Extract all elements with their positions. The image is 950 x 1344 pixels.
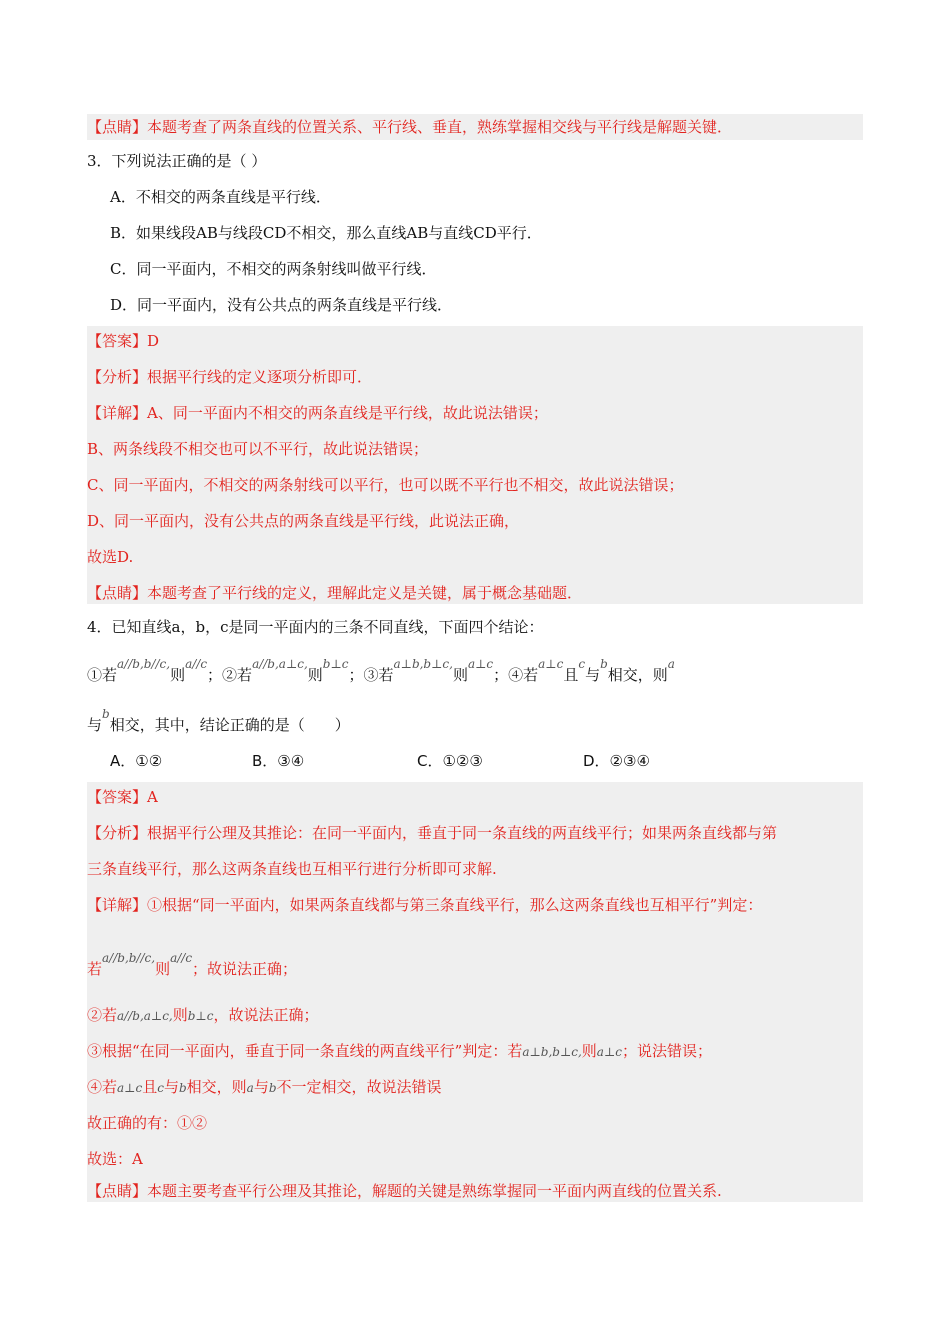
q4-d5-p5: 与	[253, 1078, 269, 1096]
q4-choice-b: B．③④	[252, 752, 305, 770]
q4-d3-m2: b⊥c	[187, 1009, 214, 1023]
q4-analysis-2: 三条直线平行，那么这两条直线也互相平行进行分析即可求解.	[87, 860, 497, 878]
q3-detail-1: 【详解】A、同一平面内不相交的两条直线是平行线，故此说法错误；	[87, 404, 548, 422]
q3-detail-5: 故选D.	[87, 548, 134, 566]
q4-l2-m5: a⊥b,b⊥c,	[393, 657, 453, 671]
q4-l2-m10: a	[667, 657, 675, 671]
q4-l2-p9: 与	[585, 666, 601, 684]
q3-detail-2: B、两条线段不相交也可以不平行，故此说法错误；	[87, 440, 429, 458]
q4-choices	[110, 750, 810, 772]
q4-choice-c: C．①②③	[417, 752, 483, 770]
q3-option-a: A．不相交的两条直线是平行线．	[110, 188, 331, 206]
q3-solution-box	[87, 326, 863, 604]
q4-l2-m4: b⊥c	[322, 657, 349, 671]
q4-d2-p3: ；故说法正确；	[192, 960, 298, 978]
q4-stem: 4．已知直线a，b，c是同一平面内的三条不同直线，下面四个结论：	[87, 618, 544, 636]
q4-d5-m3: b	[178, 1081, 187, 1095]
q4-l2-p1: ①若	[87, 666, 118, 684]
q4-l2-m1: a//b,b//c,	[117, 657, 171, 671]
q4-d4-p2: 则	[581, 1042, 597, 1060]
q4-l2-p10: 相交，则	[607, 666, 668, 684]
q4-d4-m2: a⊥c	[596, 1045, 622, 1059]
q4-l2-p5: ；③若	[348, 666, 394, 684]
q4-d2-p1: 若	[87, 960, 103, 978]
q4-d3-p1: ②若	[87, 1006, 118, 1024]
q4-detail-5	[87, 1076, 442, 1098]
q3-comment: 【点睛】本题考查了平行线的定义，理解此定义是关键，属于概念基础题．	[87, 584, 583, 602]
q3-analysis: 【分析】根据平行线的定义逐项分析即可．	[87, 368, 373, 386]
q4-d5-m4: a	[246, 1081, 254, 1095]
q3-detail-4: D、同一平面内，没有公共点的两条直线是平行线，此说法正确，	[87, 512, 520, 530]
q4-d2-p2: 则	[155, 960, 171, 978]
q4-summary: 故正确的有：①②	[87, 1114, 208, 1132]
q3-stem: 3．下列说法正确的是（ ）	[87, 152, 267, 170]
q4-l3-p1: 与	[87, 716, 103, 734]
q4-l2-p6: 则	[452, 666, 468, 684]
q4-l2-m2: a//c	[185, 657, 208, 671]
q4-d5-m2: c	[157, 1081, 164, 1095]
q4-d5-m5: b	[268, 1081, 277, 1095]
q2-comment-box	[87, 114, 863, 140]
q4-choose: 故选：A	[87, 1150, 143, 1168]
q4-d5-p1: ④若	[87, 1078, 118, 1096]
q4-solution-box	[87, 782, 863, 1202]
q4-l2-p7: ；④若	[493, 666, 539, 684]
q3-detail-3: C、同一平面内，不相交的两条射线可以平行，也可以既不平行也不相交，故此说法错误；	[87, 476, 684, 494]
q4-l2-m3: a//b,a⊥c,	[252, 657, 308, 671]
q2-comment: 【点睛】本题考查了两条直线的位置关系、平行线、垂直，熟练掌握相交线与平行线是解题关键．	[87, 118, 733, 136]
q4-l2-m6: a⊥c	[467, 657, 494, 671]
q4-l2-p4: 则	[307, 666, 323, 684]
q4-d5-p2: 且	[142, 1078, 158, 1096]
q4-l3-p2: 相交，其中，结论正确的是（ ）	[109, 716, 350, 734]
q4-d4-p1: ③根据“在同一平面内，垂直于同一条直线的两直线平行”判定：若	[87, 1042, 523, 1060]
q4-d2-m1: a//b,b//c,	[102, 951, 156, 965]
q4-l3-m1: b	[102, 707, 110, 721]
q3-option-b: B．如果线段AB与线段CD不相交，那么直线AB与直线CD平行．	[110, 224, 542, 242]
q4-analysis-1: 【分析】根据平行公理及其推论：在同一平面内，垂直于同一条直线的两直线平行；如果两条直线都与第	[87, 824, 778, 842]
q4-l2-p8: 且	[563, 666, 579, 684]
q4-d5-p6: 不一定相交，故说法错误	[276, 1078, 442, 1096]
q4-detail-2	[87, 951, 298, 980]
q4-l2-m9: b	[600, 657, 608, 671]
q4-d5-p3: 与	[163, 1078, 179, 1096]
q4-choice-d: D．②③④	[583, 752, 650, 770]
q3-answer: 【答案】D	[87, 332, 160, 350]
q4-l2-m8: c	[578, 657, 586, 671]
q4-d5-m1: a⊥c	[117, 1081, 143, 1095]
q4-l2-p3: ；②若	[207, 666, 253, 684]
q4-d4-p3: ；说法错误；	[621, 1042, 712, 1060]
q3-option-c: C．同一平面内，不相交的两条射线叫做平行线．	[110, 260, 437, 278]
q4-statements-line-2	[87, 707, 350, 736]
q4-choice-a: A．①②	[110, 752, 163, 770]
q3-option-d: D．同一平面内，没有公共点的两条直线是平行线．	[110, 296, 453, 314]
q4-detail-4	[87, 1040, 712, 1062]
q4-d3-p3: ，故说法正确；	[213, 1006, 319, 1024]
q4-d5-p4: 相交，则	[186, 1078, 247, 1096]
q4-detail-3	[87, 1004, 318, 1026]
q4-l2-p2: 则	[170, 666, 186, 684]
q4-detail-1: 【详解】①根据“同一平面内，如果两条直线都与第三条直线平行，那么这两条直线也互相平行”判定：	[87, 896, 763, 914]
q4-answer: 【答案】A	[87, 788, 158, 806]
q4-d3-p2: 则	[172, 1006, 188, 1024]
q4-d3-m1: a//b,a⊥c,	[117, 1009, 173, 1023]
q4-l2-m7: a⊥c	[538, 657, 564, 671]
q4-d2-m2: a//c	[170, 951, 193, 965]
q4-comment: 【点睛】本题主要考查平行公理及其推论，解题的关键是熟练掌握同一平面内两直线的位置关系.	[87, 1182, 722, 1200]
q4-d4-m1: a⊥b,b⊥c,	[522, 1045, 582, 1059]
q4-statements-line	[87, 657, 675, 686]
